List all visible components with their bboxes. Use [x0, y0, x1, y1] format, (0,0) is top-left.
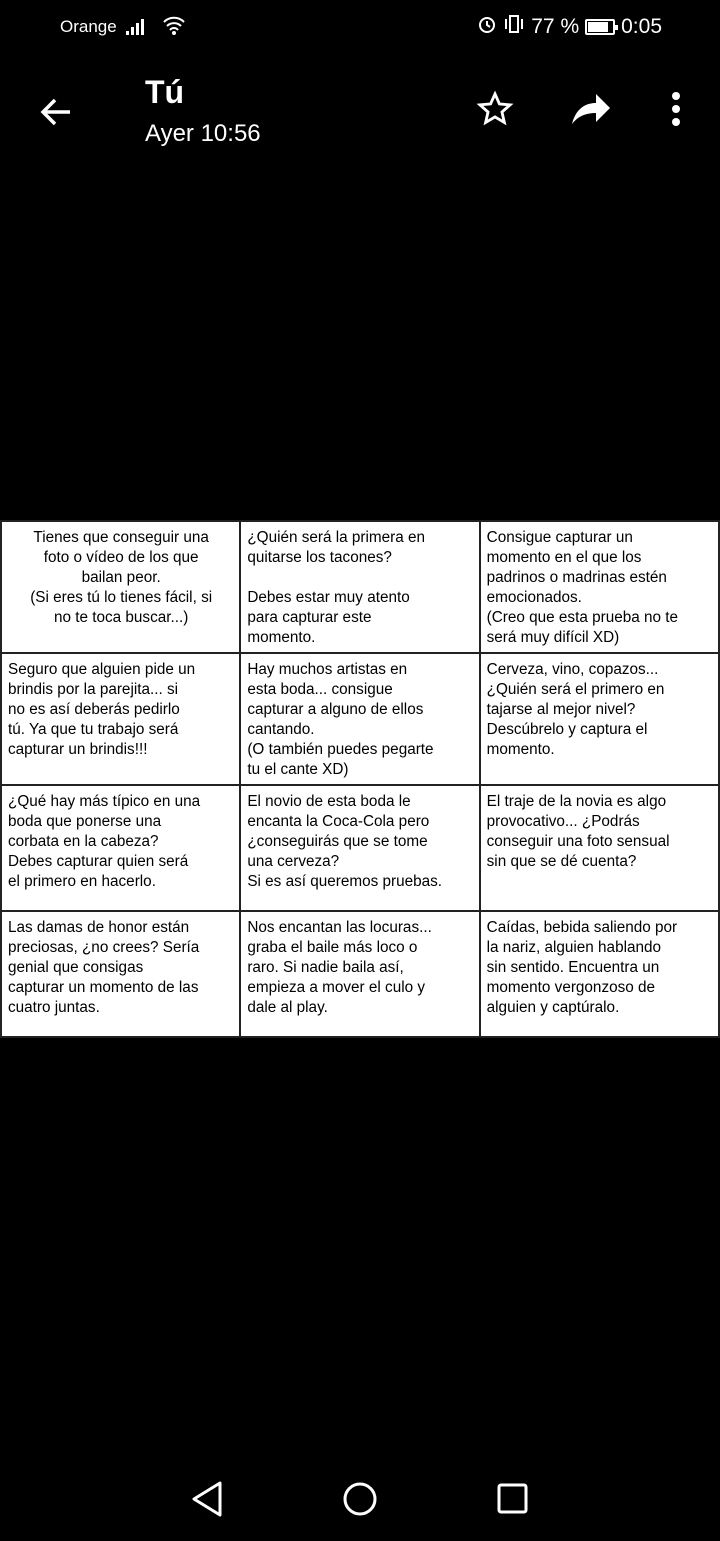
cell-line: alguien y captúralo.	[486, 999, 620, 1016]
challenge-cell	[1, 785, 240, 911]
grid-row	[1, 785, 719, 911]
cell-line: sin sentido. Encuentra un	[486, 959, 660, 976]
cell-line: boda que ponerse una	[8, 813, 162, 830]
cell-line: conseguir una foto sensual	[486, 833, 670, 850]
cell-line: Cerveza, vino, copazos...	[486, 661, 659, 678]
challenge-cell	[240, 521, 479, 653]
challenge-cell	[240, 785, 479, 911]
challenge-cell	[480, 785, 719, 911]
app-bar	[0, 70, 720, 160]
nav-recents-icon	[496, 1505, 530, 1522]
cell-line: raro. Si nadie baila así,	[247, 959, 404, 976]
cell-line: momento.	[486, 741, 555, 758]
cell-line: no es así deberás pedirlo	[8, 701, 180, 718]
cell-line: para capturar este	[247, 609, 372, 626]
nav-back-button[interactable]	[190, 1480, 224, 1523]
nav-home-button[interactable]	[342, 1480, 378, 1523]
cell-line: empieza a mover el culo y	[247, 979, 426, 996]
cell-line: Consigue capturar un	[486, 529, 633, 546]
cell-line: foto o vídeo de los que	[43, 549, 199, 566]
challenge-cell	[240, 911, 479, 1037]
cell-line: padrinos o madrinas estén	[486, 569, 667, 586]
carrier-label: Orange	[60, 17, 117, 36]
vibrate-icon	[503, 14, 525, 40]
forward-icon	[568, 115, 612, 132]
cell-line: (Si eres tú lo tienes fácil, si	[30, 589, 213, 606]
cell-line: ¿Qué hay más típico en una	[8, 793, 201, 810]
cell-line: genial que consigas	[8, 959, 144, 976]
cell-line: Caídas, bebida saliendo por	[486, 919, 678, 936]
cell-line: cuatro juntas.	[8, 999, 100, 1016]
grid-row	[1, 521, 719, 653]
cell-line: cantando.	[247, 721, 315, 738]
cell-line: (Creo que esta prueba no te	[486, 609, 678, 626]
back-arrow-icon	[38, 117, 74, 134]
signal-icon	[126, 17, 144, 35]
challenge-cell	[480, 911, 719, 1037]
challenge-cell	[480, 521, 719, 653]
grid-row	[1, 653, 719, 785]
cell-line: ¿Quién será el primero en	[486, 681, 665, 698]
cell-line: capturar a alguno de ellos	[247, 701, 424, 718]
challenge-cell	[1, 521, 240, 653]
challenge-cell	[240, 653, 479, 785]
grid-row	[1, 911, 719, 1037]
cell-line: Hay muchos artistas en	[247, 661, 408, 678]
cell-line: Descúbrelo y captura el	[486, 721, 648, 738]
cell-line: corbata en la cabeza?	[8, 833, 159, 850]
cell-line: tú. Ya que tu trabajo será	[8, 721, 179, 738]
battery-icon	[585, 19, 615, 35]
cell-line: Nos encantan las locuras...	[247, 919, 432, 936]
cell-line: (O también puedes pegarte	[247, 741, 434, 758]
cell-line: será muy difícil XD)	[486, 629, 620, 646]
cell-line: encanta la Coca-Cola pero	[247, 813, 430, 830]
cell-line: dale al play.	[247, 999, 328, 1016]
cell-line: emocionados.	[486, 589, 582, 606]
cell-line: preciosas, ¿no crees? Sería	[8, 939, 200, 956]
cell-line	[247, 568, 473, 588]
cell-line: Debes estar muy atento	[247, 589, 410, 606]
cell-line: sin que se dé cuenta?	[486, 853, 637, 870]
challenge-cell	[1, 653, 240, 785]
cell-line: una cerveza?	[247, 853, 340, 870]
cell-line: Tienes que conseguir una	[33, 529, 209, 546]
challenge-grid-image	[0, 520, 720, 1038]
cell-line: momento en el que los	[486, 549, 642, 566]
cell-line: tu el cante XD)	[247, 761, 349, 778]
cell-line: capturar un momento de las	[8, 979, 199, 996]
cell-line: Debes capturar quien será	[8, 853, 189, 870]
star-icon	[476, 115, 514, 132]
cell-line: provocativo... ¿Podrás	[486, 813, 640, 830]
cell-line: Seguro que alguien pide un	[8, 661, 196, 678]
cell-line: El traje de la novia es algo	[486, 793, 667, 810]
cell-line: no te toca buscar...)	[53, 609, 189, 626]
challenge-cell	[480, 653, 719, 785]
cell-line: el primero en hacerlo.	[8, 873, 156, 890]
status-bar	[0, 0, 720, 56]
cell-line: brindis por la parejita... si	[8, 681, 179, 698]
more-vert-icon	[666, 117, 686, 134]
nav-recents-button[interactable]	[496, 1480, 530, 1523]
cell-line: El novio de esta boda le	[247, 793, 411, 810]
battery-percent: 77 %	[531, 15, 580, 38]
cell-line: ¿Quién será la primera en	[247, 529, 426, 546]
cell-line: Si es así queremos pruebas.	[247, 873, 443, 890]
cell-line: capturar un brindis!!!	[8, 741, 148, 758]
cell-line: esta boda... consigue	[247, 681, 393, 698]
cell-line: momento vergonzoso de	[486, 979, 656, 996]
challenge-cell	[1, 911, 240, 1037]
message-time: Ayer 10:56	[145, 120, 261, 147]
cell-line: graba el baile más loco o	[247, 939, 418, 956]
nav-home-icon	[342, 1505, 378, 1522]
cell-line: Las damas de honor están	[8, 919, 190, 936]
nav-back-icon	[190, 1505, 224, 1522]
cell-line: quitarse los tacones?	[247, 549, 392, 566]
alarm-icon	[477, 14, 497, 40]
wifi-icon	[162, 14, 186, 41]
star-button[interactable]	[476, 90, 514, 133]
cell-line: la nariz, alguien hablando	[486, 939, 662, 956]
more-button[interactable]	[666, 90, 686, 135]
cell-line: tajarse al mejor nivel?	[486, 701, 636, 718]
cell-line: bailan peor.	[81, 569, 161, 586]
back-button[interactable]	[38, 94, 74, 135]
cell-line: momento.	[247, 629, 316, 646]
sender-title: Tú	[145, 74, 185, 110]
navigation-bar	[0, 1480, 720, 1520]
clock: 0:05	[621, 15, 662, 38]
cell-line: ¿conseguirás que se tome	[247, 833, 428, 850]
forward-button[interactable]	[568, 90, 612, 133]
